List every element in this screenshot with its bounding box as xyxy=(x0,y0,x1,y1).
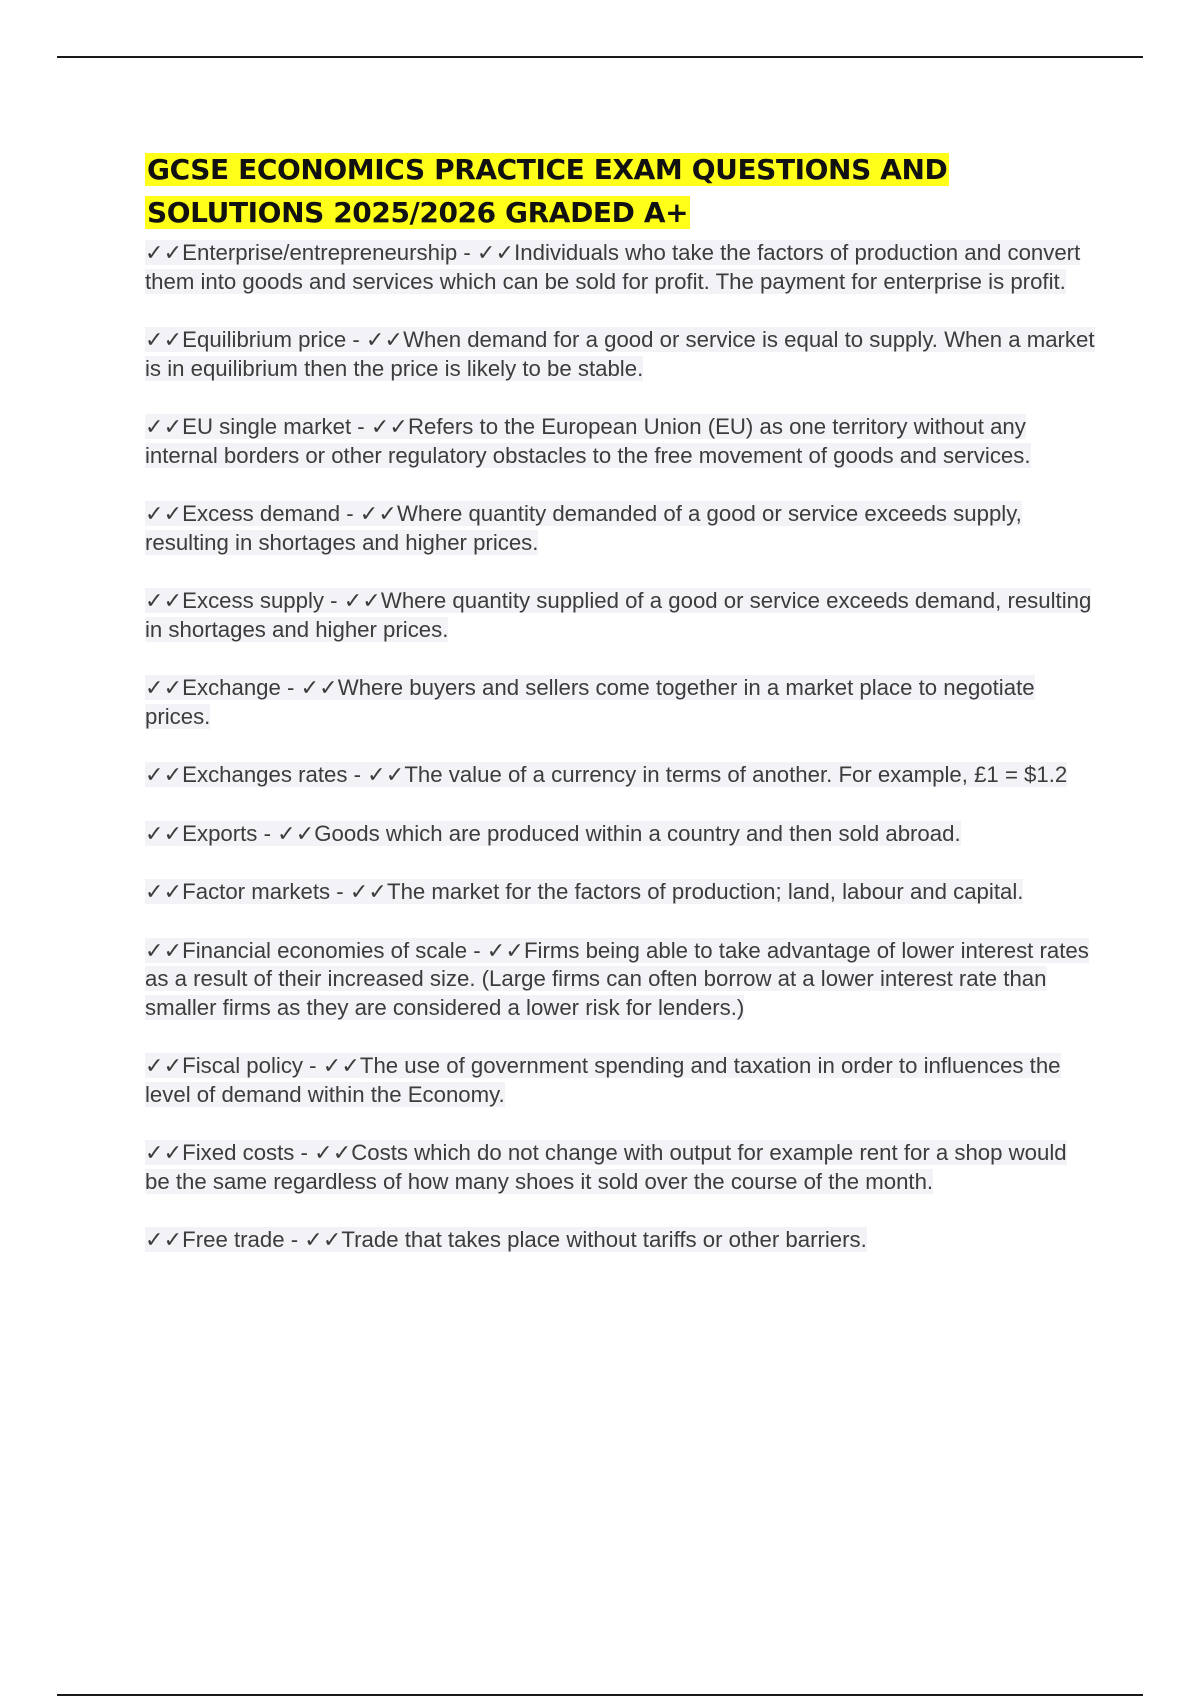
entry-text: ✓✓Financial economies of scale - ✓✓Firms being able to take advantage of lower interest rates as a result of their increased size. (Large firms can often borrow at a lower interest rate than smaller firms as they are considered a lower risk for lenders.) xyxy=(145,937,1089,1020)
bottom-rule xyxy=(57,1694,1143,1696)
list-item xyxy=(145,587,1095,644)
top-rule xyxy=(57,56,1143,58)
list-item xyxy=(145,500,1095,557)
list-item xyxy=(145,1139,1095,1196)
list-item xyxy=(145,413,1095,470)
entry-text: ✓✓Excess demand - ✓✓Where quantity demanded of a good or service exceeds supply, resulting in shortages and higher prices. xyxy=(145,501,1022,555)
title-text: GCSE ECONOMICS PRACTICE EXAM QUESTIONS AND SOLUTIONS 2025/2026 GRADED A+ xyxy=(147,153,948,229)
entry-text: ✓✓Exchange - ✓✓Where buyers and sellers come together in a market place to negotiate prices. xyxy=(145,675,1035,729)
list-item xyxy=(145,820,1095,849)
list-item xyxy=(145,239,1095,296)
list-item xyxy=(145,878,1095,907)
list-item xyxy=(145,1052,1095,1109)
document-body xyxy=(145,148,1095,1285)
list-item xyxy=(145,1226,1095,1255)
entry-text: ✓✓Free trade - ✓✓Trade that takes place without tariffs or other barriers. xyxy=(145,1227,867,1252)
entry-text: ✓✓Exports - ✓✓Goods which are produced within a country and then sold abroad. xyxy=(145,820,961,846)
document-title xyxy=(145,148,1005,234)
entry-text: ✓✓EU single market - ✓✓Refers to the European Union (EU) as one territory without any internal borders or other regulatory obstacles to the free movement of goods and services. xyxy=(145,414,1031,468)
list-item xyxy=(145,674,1095,731)
list-item xyxy=(145,937,1095,1023)
list-item xyxy=(145,326,1095,383)
entry-text: ✓✓Excess supply - ✓✓Where quantity supplied of a good or service exceeds demand, resulting in shortages and higher prices. xyxy=(145,588,1092,642)
entry-text: ✓✓Factor markets - ✓✓The market for the factors of production; land, labour and capital. xyxy=(145,879,1024,904)
entry-text: ✓✓Fixed costs - ✓✓Costs which do not change with output for example rent for a shop would be the same regardless of how many shoes it sold over the course of the month. xyxy=(145,1140,1067,1194)
entry-list xyxy=(145,239,1095,1255)
list-item xyxy=(145,761,1095,790)
entry-text: ✓✓Enterprise/entrepreneurship - ✓✓Individuals who take the factors of production and convert them into goods and services which can be sold for profit. The payment for enterprise is profit. xyxy=(145,240,1081,294)
entry-text: ✓✓Fiscal policy - ✓✓The use of government spending and taxation in order to influences the level of demand within the Economy. xyxy=(145,1053,1061,1107)
entry-text: ✓✓Exchanges rates - ✓✓The value of a currency in terms of another. For example, £1 = $1.2 xyxy=(145,762,1068,787)
entry-text: ✓✓Equilibrium price - ✓✓When demand for a good or service is equal to supply. When a market is in equilibrium then the price is likely to be stable. xyxy=(145,327,1095,381)
